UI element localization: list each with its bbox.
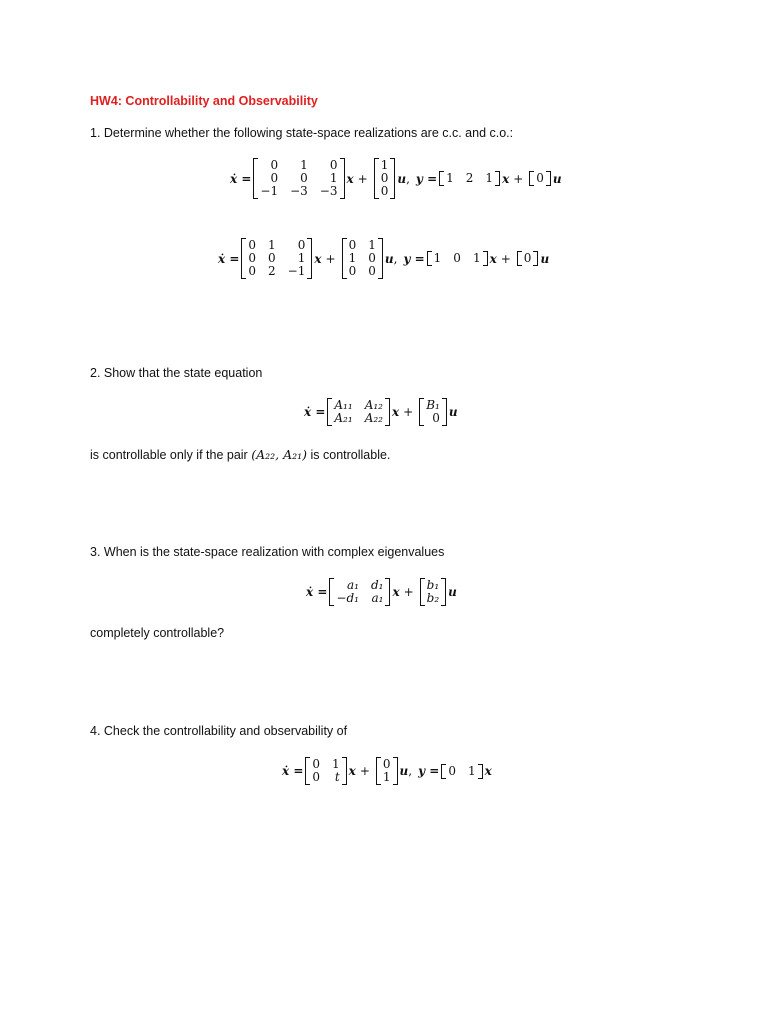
matrix-entry: 1 bbox=[382, 770, 391, 784]
input-symbol: u bbox=[540, 251, 550, 266]
state-symbol: x bbox=[484, 764, 492, 778]
matrix-cells bbox=[334, 578, 385, 606]
matrix-cells bbox=[534, 171, 546, 186]
plus-sign: + bbox=[325, 251, 336, 266]
question-2-equation bbox=[304, 398, 458, 426]
matrix-b bbox=[420, 578, 447, 606]
matrix-a bbox=[241, 238, 312, 279]
matrix-c bbox=[439, 171, 500, 186]
matrix-entry: 1 bbox=[348, 251, 357, 265]
question-4-equation bbox=[282, 757, 492, 785]
right-bracket bbox=[385, 398, 390, 426]
matrix-entry: 0 bbox=[248, 264, 257, 278]
matrix-cells bbox=[424, 398, 442, 426]
matrix-entry: 0 bbox=[248, 238, 257, 252]
plus-sign: + bbox=[357, 171, 368, 186]
matrix-entry: 2 bbox=[465, 171, 474, 185]
right-bracket bbox=[393, 757, 398, 785]
right-bracket bbox=[495, 171, 500, 186]
right-bracket bbox=[441, 578, 446, 606]
matrix-entry: a₁ bbox=[346, 578, 359, 592]
matrix-a bbox=[329, 578, 390, 606]
matrix-entry: 1 bbox=[472, 251, 481, 265]
xdot-lhs: ẋ = bbox=[304, 405, 326, 419]
input-symbol: u bbox=[384, 251, 394, 266]
question-3-followup: completely controllable? bbox=[90, 626, 225, 640]
matrix-entry: −3 bbox=[319, 184, 338, 198]
matrix-entry: −d₁ bbox=[336, 591, 359, 605]
matrix-entry: 0 bbox=[448, 763, 456, 778]
right-bracket bbox=[340, 158, 345, 199]
matrix-entry: 0 bbox=[270, 171, 279, 185]
xdot-lhs: ẋ = bbox=[218, 251, 240, 266]
matrix-cells bbox=[381, 757, 393, 785]
state-symbol: x bbox=[348, 764, 356, 778]
plus-sign: + bbox=[403, 585, 414, 599]
matrix-entry: 0 bbox=[380, 171, 389, 185]
matrix-entry: −3 bbox=[290, 184, 308, 198]
matrix-entry: 0 bbox=[523, 251, 532, 265]
matrix-entry: 0 bbox=[432, 411, 440, 425]
output-lhs: y = bbox=[418, 764, 440, 778]
plus-sign: + bbox=[403, 405, 414, 419]
matrix-entry: 1 bbox=[433, 251, 442, 265]
input-symbol: u bbox=[399, 764, 409, 778]
matrix-entry: 0 bbox=[348, 238, 357, 252]
matrix-cells bbox=[310, 757, 341, 785]
right-bracket bbox=[546, 171, 551, 186]
matrix-entry: 2 bbox=[268, 264, 276, 278]
right-bracket bbox=[342, 757, 347, 785]
right-bracket bbox=[385, 578, 390, 606]
matrix-entry: 0 bbox=[312, 757, 321, 771]
right-bracket bbox=[378, 238, 383, 279]
matrix-entry: 1 bbox=[300, 158, 308, 172]
followup-text-end: is controllable. bbox=[307, 448, 391, 462]
matrix-c bbox=[441, 764, 482, 779]
matrix-cells bbox=[246, 238, 307, 279]
plus-sign: + bbox=[513, 171, 524, 186]
matrix-cells bbox=[425, 578, 442, 606]
matrix-entry: 0 bbox=[300, 171, 308, 185]
question-3-prompt: 3. When is the state-space realization with complex eigenvalues bbox=[90, 545, 445, 559]
matrix-entry: 1 bbox=[380, 158, 389, 172]
matrix-entry: 1 bbox=[368, 238, 376, 252]
matrix-entry: 0 bbox=[297, 238, 306, 252]
matrix-entry: 0 bbox=[368, 264, 376, 278]
right-bracket bbox=[478, 764, 483, 779]
right-bracket bbox=[533, 251, 538, 266]
page-title: HW4: Controllability and Observability bbox=[90, 94, 318, 108]
matrix-d bbox=[529, 171, 551, 186]
right-bracket bbox=[390, 158, 395, 199]
matrix-entry: A₂₂ bbox=[364, 411, 383, 425]
matrix-cells bbox=[432, 251, 483, 266]
xdot-lhs: ẋ = bbox=[306, 585, 328, 599]
matrix-entry: 0 bbox=[348, 264, 357, 278]
plus-sign: + bbox=[359, 764, 370, 778]
pair-expression: (A₂₂, A₂₁) bbox=[251, 447, 308, 462]
matrix-b bbox=[342, 238, 383, 279]
matrix-entry: d₁ bbox=[370, 578, 384, 592]
state-symbol: x bbox=[391, 405, 400, 419]
matrix-entry: A₂₁ bbox=[334, 411, 353, 425]
comma: , bbox=[408, 764, 413, 778]
right-bracket bbox=[307, 238, 312, 279]
input-symbol: u bbox=[448, 405, 458, 419]
matrix-b bbox=[376, 757, 398, 785]
question-1-prompt: 1. Determine whether the following state-space realizations are c.c. and c.o.: bbox=[90, 126, 514, 140]
input-symbol: u bbox=[552, 171, 562, 186]
question-1-equation-b bbox=[218, 238, 549, 279]
comma: , bbox=[393, 251, 398, 266]
matrix-entry: a₁ bbox=[371, 591, 384, 605]
state-symbol: x bbox=[502, 171, 510, 186]
matrix-cells bbox=[347, 238, 378, 279]
matrix-entry: 0 bbox=[453, 251, 461, 265]
question-3-equation bbox=[306, 578, 457, 606]
question-1-equation-a bbox=[230, 158, 562, 199]
matrix-entry: 0 bbox=[268, 251, 276, 265]
matrix-b bbox=[374, 158, 396, 199]
output-lhs: y = bbox=[415, 171, 438, 186]
matrix-c bbox=[427, 251, 488, 266]
plus-sign: + bbox=[500, 251, 511, 266]
matrix-a bbox=[253, 158, 344, 199]
output-lhs: y = bbox=[403, 251, 425, 266]
matrix-entry: A₁₁ bbox=[334, 398, 353, 412]
matrix-cells bbox=[332, 398, 385, 426]
matrix-entry: b₂ bbox=[426, 591, 440, 605]
matrix-entry: 0 bbox=[248, 251, 257, 265]
matrix-entry: 0 bbox=[536, 171, 544, 185]
right-bracket bbox=[442, 398, 447, 426]
matrix-entry: B₁ bbox=[426, 398, 440, 412]
input-symbol: u bbox=[397, 171, 407, 186]
matrix-entry: b₁ bbox=[426, 578, 440, 592]
matrix-entry: A₁₂ bbox=[364, 398, 383, 412]
matrix-entry: 1 bbox=[268, 238, 276, 252]
input-symbol: u bbox=[448, 585, 457, 599]
question-2-followup bbox=[90, 447, 390, 462]
comma: , bbox=[406, 171, 410, 186]
matrix-entry: 1 bbox=[446, 171, 454, 185]
matrix-entry: 0 bbox=[329, 158, 338, 172]
matrix-entry: 0 bbox=[312, 770, 321, 784]
matrix-d bbox=[517, 251, 539, 266]
state-symbol: x bbox=[392, 585, 400, 599]
matrix-cells bbox=[444, 171, 495, 186]
matrix-entry: 1 bbox=[329, 171, 338, 185]
state-symbol: x bbox=[346, 171, 354, 186]
matrix-a bbox=[305, 757, 346, 785]
matrix-entry: 0 bbox=[380, 184, 389, 198]
matrix-entry: 1 bbox=[485, 171, 494, 185]
matrix-b bbox=[419, 398, 447, 426]
matrix-entry: 1 bbox=[467, 763, 476, 778]
matrix-entry: 0 bbox=[270, 158, 279, 172]
xdot-lhs: ẋ = bbox=[230, 171, 252, 186]
matrix-entry: −1 bbox=[287, 264, 306, 278]
followup-text: is controllable only if the pair bbox=[90, 448, 252, 462]
question-4-prompt: 4. Check the controllability and observability of bbox=[90, 724, 348, 738]
xdot-lhs: ẋ = bbox=[282, 764, 304, 778]
matrix-entry: 0 bbox=[368, 251, 376, 265]
matrix-entry: 1 bbox=[297, 251, 306, 265]
matrix-entry: t bbox=[334, 770, 340, 784]
matrix-entry: −1 bbox=[260, 184, 279, 198]
matrix-cells bbox=[379, 158, 391, 199]
matrix-cells bbox=[258, 158, 339, 199]
matrix-cells bbox=[446, 764, 477, 779]
right-bracket bbox=[483, 251, 488, 266]
matrix-entry: 1 bbox=[332, 757, 340, 771]
state-symbol: x bbox=[314, 251, 322, 266]
question-2-prompt: 2. Show that the state equation bbox=[90, 366, 263, 380]
state-symbol: x bbox=[489, 251, 497, 266]
matrix-a bbox=[327, 398, 390, 426]
matrix-cells bbox=[522, 251, 534, 266]
matrix-entry: 0 bbox=[382, 757, 391, 771]
